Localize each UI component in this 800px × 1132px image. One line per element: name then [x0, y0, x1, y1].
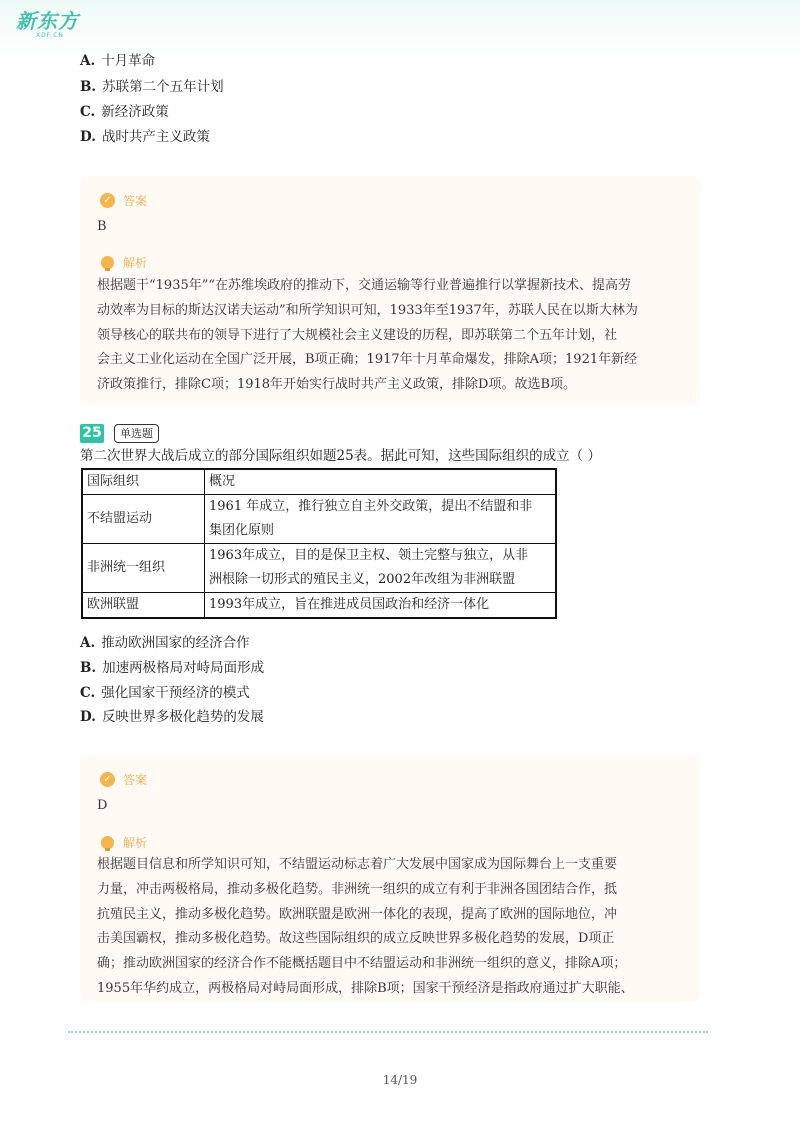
explain-line: 领导核心的联共布的领导下进行了大规模社会主义建设的历程，即苏联第二个五年计划，社 — [97, 327, 618, 343]
explain-line: 确；推动欧洲国家的经济合作不能概括题目中不结盟运动和非洲统一组织的意义，排除A项； — [97, 956, 627, 972]
page-number: 14/19 — [382, 1073, 418, 1087]
answer-label: 答案 — [123, 194, 148, 208]
logo-subtext: XDF.CN — [36, 32, 64, 39]
desc-line: 洲根除一切形式的殖民主义，2002年改组为非洲联盟 — [209, 572, 516, 587]
check-icon: ✓ — [100, 193, 115, 208]
table-cell-desc — [205, 593, 557, 619]
option-text: 加速两极格局对峙局面形成 — [102, 660, 265, 676]
q25-answer-box — [80, 756, 700, 1002]
table-cell-name: 不结盟运动 — [82, 495, 205, 544]
explain-line: 力量，冲击两极格局，推动多极化趋势。非洲统一组织的成立有利于非洲各国团结合作，抵 — [97, 881, 618, 897]
explanation — [97, 853, 677, 1002]
explain-label: 解析 — [123, 256, 148, 270]
explain-line: 根据题目信息和所学知识可知，不结盟运动标志着广大发展中国家成为国际舞台上一支重要 — [97, 857, 618, 872]
option-letter: D. — [80, 129, 96, 145]
explain-tag — [100, 834, 147, 851]
q25-option-b — [80, 659, 264, 677]
answer-tag — [100, 771, 147, 788]
table-header-cell: 国际组织 — [82, 469, 205, 495]
footer-divider — [68, 1031, 708, 1033]
brand-logo — [16, 10, 86, 44]
table-row — [82, 593, 556, 619]
option-text: 新经济政策 — [101, 104, 169, 120]
q25-option-a — [80, 634, 250, 652]
q24-option-d — [80, 128, 210, 146]
question-stem: 第二次世界大战后成立的部分国际组织如题25表。据此可知，这些国际组织的成立（ ） — [80, 448, 601, 464]
q24-option-c — [80, 103, 169, 121]
table-cell-desc — [205, 495, 557, 544]
explain-line: 动效率为目标的斯达汉诺夫运动”和所学知识可知，1933年至1937年，苏联人民在以斯大林为 — [97, 302, 638, 318]
answer-value: D — [97, 798, 108, 813]
question-type-badge: 单选题 — [114, 424, 159, 443]
answer-tag — [100, 192, 147, 209]
desc-line: 1961 年成立，推行独立自主外交政策，提出不结盟和非 — [209, 499, 533, 514]
table-header-row — [82, 469, 556, 495]
option-text: 强化国家干预经济的模式 — [101, 685, 250, 701]
option-text: 反映世界多极化趋势的发展 — [101, 709, 264, 725]
explain-line: 1955年华约成立，两极格局对峙局面形成，排除B项；国家干预经济是指政府通过扩大职能、 — [97, 980, 634, 996]
table-header-cell: 概况 — [205, 469, 557, 495]
option-letter: A. — [80, 635, 96, 651]
option-letter: A. — [80, 53, 96, 69]
lightbulb-icon — [101, 836, 114, 849]
option-letter: B. — [80, 660, 97, 676]
table-cell-name: 欧洲联盟 — [82, 593, 205, 619]
q24-answer-box — [80, 176, 700, 404]
explain-line: 根据题干“1935年”“在苏维埃政府的推动下，交通运输等行业普遍推行以掌握新技术、提高劳 — [97, 278, 632, 293]
q25-option-c — [80, 684, 250, 702]
table-cell-name: 非洲统一组织 — [82, 544, 205, 593]
explanation — [97, 274, 677, 398]
explain-line: 济政策推行，排除C项；1918年开始实行战时共产主义政策，排除D项。故选B项。 — [97, 377, 577, 393]
table-row — [82, 544, 556, 593]
option-letter: B. — [80, 79, 97, 95]
q24-option-a — [80, 52, 155, 70]
explain-line: 击美国霸权，推动多极化趋势。故这些国际组织的成立反映世界多极化趋势的发展，D项正 — [97, 931, 615, 947]
option-text: 战时共产主义政策 — [101, 129, 210, 145]
answer-label: 答案 — [123, 773, 148, 787]
explain-line: 抗殖民主义，推动多极化趋势。欧洲联盟是欧洲一体化的表现，提高了欧洲的国际地位，冲 — [97, 906, 618, 922]
explain-tag — [100, 254, 147, 271]
option-letter: C. — [80, 104, 96, 120]
question-number: 25 — [80, 424, 104, 443]
table-row — [82, 495, 556, 544]
lightbulb-icon — [101, 256, 114, 269]
option-text: 十月革命 — [101, 53, 156, 69]
explain-line: 会主义工业化运动在全国广泛开展，B项正确；1917年十月革命爆发，排除A项；1921年新经 — [97, 352, 638, 368]
q25-option-d — [80, 708, 264, 726]
explain-label: 解析 — [123, 836, 148, 850]
organization-table — [81, 468, 557, 619]
desc-line: 1993年成立，旨在推进成员国政治和经济一体化 — [209, 597, 490, 612]
check-icon: ✓ — [100, 772, 115, 787]
answer-value: B — [97, 219, 107, 234]
option-letter: D. — [80, 709, 96, 725]
desc-line: 集团化原则 — [209, 523, 275, 538]
q24-option-b — [80, 78, 224, 96]
table-cell-desc — [205, 544, 557, 593]
desc-line: 1963年成立，目的是保卫主权、领土完整与独立，从非 — [209, 548, 529, 563]
option-text: 推动欧洲国家的经济合作 — [101, 635, 250, 651]
option-text: 苏联第二个五年计划 — [102, 79, 224, 95]
option-letter: C. — [80, 685, 96, 701]
logo-text: 新东方 — [16, 9, 79, 33]
